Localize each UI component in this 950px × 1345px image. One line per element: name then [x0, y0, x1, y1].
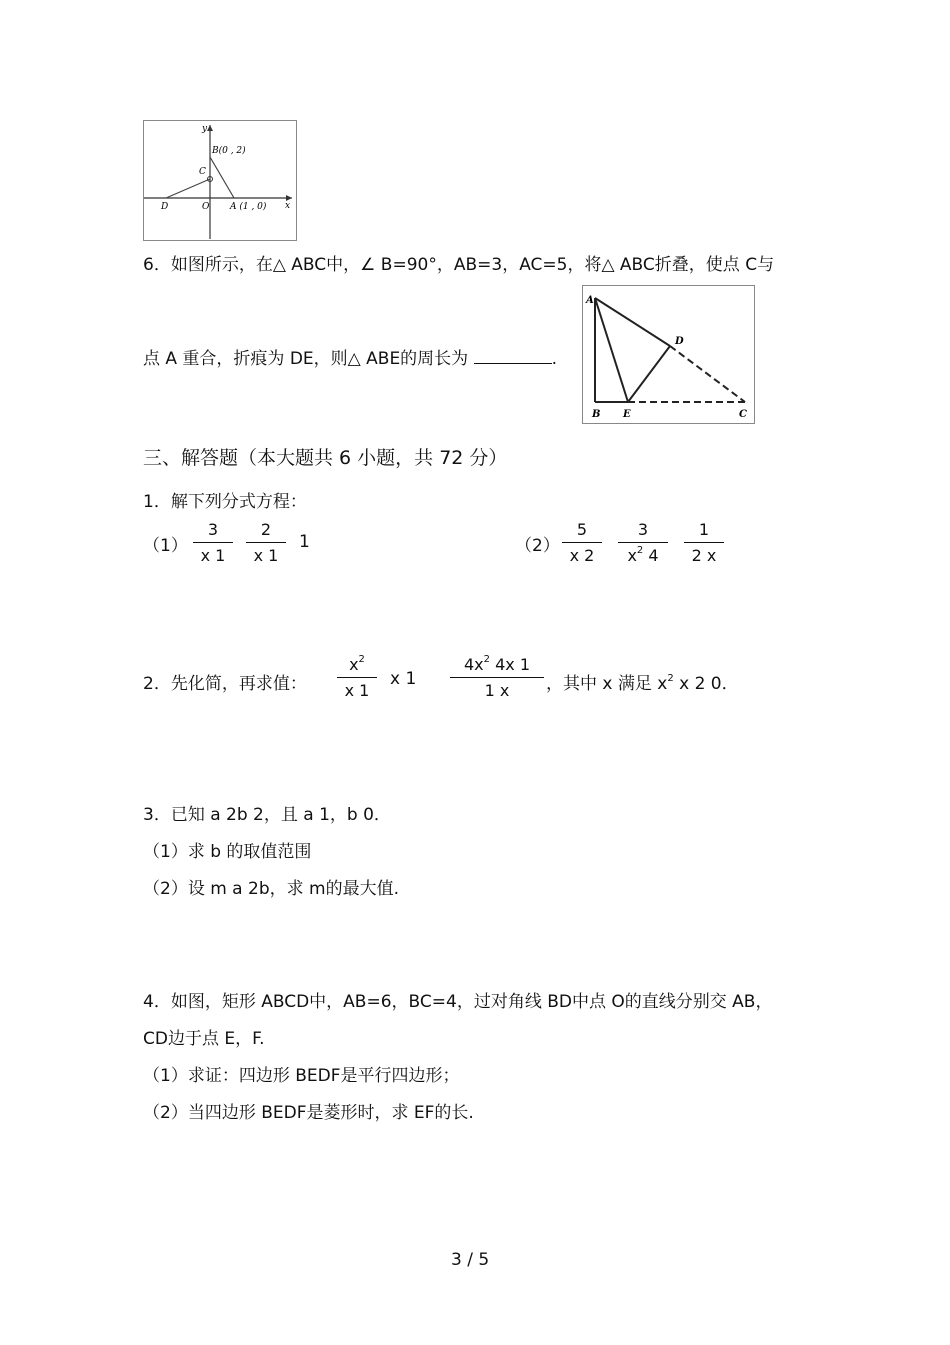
rhs-value: 1: [299, 532, 310, 552]
fraction: [618, 520, 668, 565]
q6-line2-end: .: [551, 349, 557, 369]
coordinate-figure: [143, 120, 297, 241]
p4-line4: （2）当四边形 BEDF是菱形时，求 EF的长.: [143, 1103, 474, 1123]
vertex-c-label: C: [739, 409, 747, 420]
fraction: [337, 655, 377, 700]
fraction: [450, 655, 544, 700]
numerator: $x^2$: [349, 654, 365, 674]
vertex-e-label: E: [623, 409, 631, 420]
p2-condition: ，其中 x 满足 $x^2$ x 2 0．: [546, 673, 739, 694]
numerator: 1: [698, 520, 710, 539]
p3-line2: （1）求 b 的取值范围: [143, 842, 312, 862]
denominator: 2 x: [691, 546, 717, 565]
fraction: [562, 520, 602, 565]
origin-label: O: [202, 202, 210, 212]
numerator: 5: [576, 520, 588, 539]
denominator: x 1: [200, 546, 226, 565]
p2-label: 2．先化简，再求值：: [143, 674, 307, 694]
vertex-d-label: D: [675, 336, 684, 347]
numerator: 3: [637, 520, 649, 539]
q6-line1: 6．如图所示，在△ ABC中，∠ B=90°，AB=3，AC=5，将△ ABC折叠，使点 C与: [143, 255, 775, 275]
p4-line3: （1）求证：四边形 BEDF是平行四边形；: [143, 1066, 460, 1086]
denominator: $x^2$ 4: [627, 545, 659, 565]
p4-line2: CD边于点 E，F.: [143, 1029, 265, 1049]
vertex-b-label: B: [592, 409, 601, 420]
p3-line1: 3．已知 a 2b 2，且 a 1，b 0．: [143, 805, 391, 825]
numerator: 2: [260, 520, 272, 539]
p1-label2: （2）: [515, 536, 560, 556]
fraction: [246, 520, 286, 565]
denominator: x 1: [253, 546, 279, 565]
x-axis-label: x: [285, 201, 291, 211]
fraction: [193, 520, 233, 565]
y-axis-label: y: [202, 124, 208, 134]
p3-line3: （2）设 m a 2b，求 m的最大值.: [143, 879, 399, 899]
section-title: 三、解答题（本大题共 6 小题，共 72 分）: [143, 447, 508, 469]
denominator: 1 x: [484, 681, 510, 700]
point-b-label: B(0 , 2): [212, 146, 246, 156]
page-number: 3 / 5: [451, 1250, 490, 1270]
q6-line2: [143, 344, 557, 369]
denominator: x 2: [569, 546, 595, 565]
point-c-label: C: [199, 167, 206, 177]
p4-line1: 4．如图，矩形 ABCD中，AB=6，BC=4，过对角线 BD中点 O的直线分别交 AB，: [143, 992, 773, 1012]
answer-blank: [474, 349, 552, 364]
denominator: x 1: [344, 681, 370, 700]
p1-title: 1．解下列分式方程：: [143, 492, 307, 512]
triangle-figure: [582, 285, 755, 424]
q6-line2-text: 点 A 重合，折痕为 DE，则△ ABE的周长为: [143, 349, 469, 369]
numerator: $4x^2$ 4x 1: [463, 654, 531, 674]
vertex-a-label: A: [586, 295, 594, 306]
numerator: 3: [207, 520, 219, 539]
point-a-label: A (1 , 0): [230, 202, 267, 212]
middle-term: x 1: [390, 669, 417, 689]
point-d-label: D: [161, 202, 169, 212]
fraction: [684, 520, 724, 565]
p1-label1: （1）: [143, 536, 188, 556]
